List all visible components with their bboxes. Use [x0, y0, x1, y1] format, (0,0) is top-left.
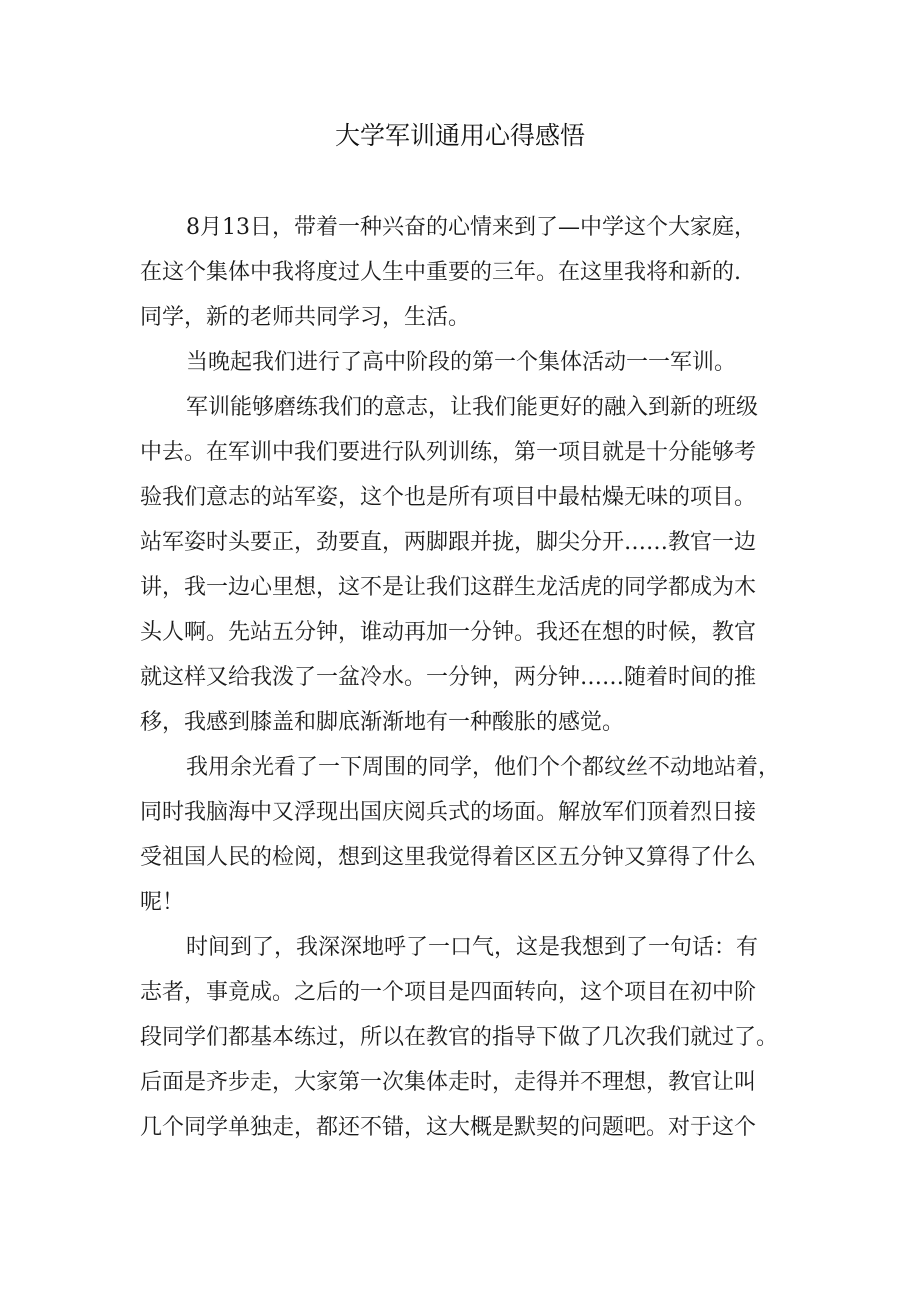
text-line: 时间到了，我深深地呼了一口气，这是我想到了一句话：有: [186, 935, 759, 960]
text-line: 移，我感到膝盖和脚底渐渐地有一种酸胀的感觉。: [140, 710, 625, 735]
text-line: 段同学们都基本练过，所以在教官的指导下做了几次我们就过了。: [140, 1025, 779, 1050]
text-line: 头人啊。先站五分钟，谁动再加一分钟。我还在想的时候，教官: [140, 620, 757, 645]
document-title: 大学军训通用心得感悟: [334, 121, 585, 150]
text-line: 就这样又给我泼了一盆冷水。一分钟，两分钟……随着时间的推: [140, 665, 757, 690]
text-line: 同学，新的老师共同学习，生活。: [140, 305, 471, 330]
document-body: [140, 205, 800, 1150]
text-line: 中去。在军训中我们要进行队列训练，第一项目就是十分能够考: [140, 440, 757, 465]
text-line: 后面是齐步走，大家第一次集体走时，走得并不理想，教官让叫: [140, 1070, 757, 1095]
text-line: 我用余光看了一下周围的同学，他们个个都纹丝不动地站着，: [186, 755, 781, 780]
text-line: 站军姿时头要正，劲要直，两脚跟并拢，脚尖分开……教官一边: [140, 530, 757, 555]
text-line: 在这个集体中我将度过人生中重要的三年。在这里我将和新的.: [140, 260, 741, 285]
text-line: 当晚起我们进行了高中阶段的第一个集体活动一一军训。: [186, 350, 737, 375]
text-line: 受祖国人民的检阅，想到这里我觉得着区区五分钟又算得了什么: [140, 845, 757, 870]
text-line: 8月13日，带着一种兴奋的心情来到了—中学这个大家庭，: [186, 215, 756, 240]
text-line: 军训能够磨练我们的意志，让我们能更好的融入到新的班级: [186, 395, 759, 420]
text-line: 呢！: [140, 890, 185, 915]
text-line: 几个同学单独走，都还不错，这大概是默契的问题吧。对于这个: [140, 1115, 757, 1140]
text-line: 同时我脑海中又浮现出国庆阅兵式的场面。解放军们顶着烈日接: [140, 800, 757, 825]
text-line: 验我们意志的站军姿，这个也是所有项目中最枯燥无味的项目。: [140, 485, 757, 510]
text-line: 志者，事竟成。之后的一个项目是四面转向，这个项目在初中阶: [140, 980, 757, 1005]
text-line: 讲，我一边心里想，这不是让我们这群生龙活虎的同学都成为木: [140, 575, 757, 600]
